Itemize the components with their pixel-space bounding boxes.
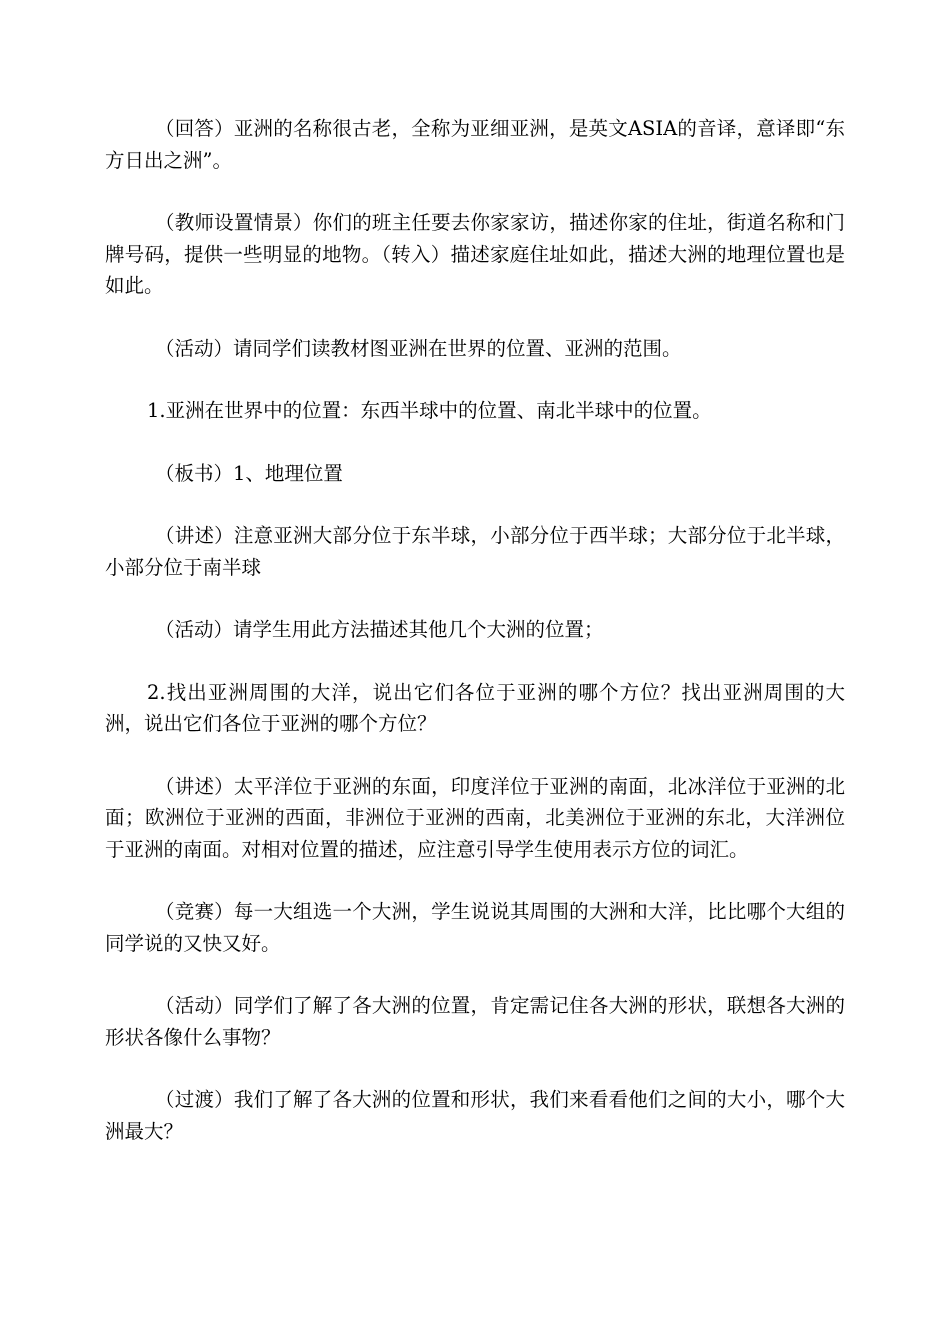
paragraph-board-note: （板书）1、地理位置: [155, 461, 343, 485]
paragraph-activity-shapes: （活动）同学们了解了各大洲的位置，肯定需记住各大洲的形状，联想各大洲的形状各像什么事物？: [105, 994, 845, 1049]
paragraph-transition-size: （过渡）我们了解了各大洲的位置和形状，我们来看看他们之间的大小，哪个大洲最大？: [105, 1088, 845, 1143]
paragraph-lecture-relative-positions: （讲述）太平洋位于亚洲的东面，印度洋位于亚洲的南面，北冰洋位于亚洲的北面；欧洲位于亚洲的西面，非洲位于亚洲的西南，北美洲位于亚洲的东北，大洋洲位于亚洲的南面。对相对位置的描述，应注意引导学生使用表示方位的词汇。: [105, 774, 845, 861]
paragraph-item-2-oceans: 2.找出亚洲周围的大洋，说出它们各位于亚洲的哪个方位？找出亚洲周围的大洲，说出它们各位于亚洲的哪个方位？: [105, 680, 845, 735]
paragraph-answer-asia-name: （回答）亚洲的名称很古老，全称为亚细亚洲，是英文ASIA的音译，意译即“东方日出之洲”。: [105, 117, 845, 172]
paragraph-competition: （竞赛）每一大组选一个大洲，学生说说其周围的大洲和大洋，比比哪个大组的同学说的又快又好。: [105, 900, 845, 955]
paragraph-activity-describe-continents: （活动）请学生用此方法描述其他几个大洲的位置；: [155, 618, 604, 641]
document-page: [105, 113, 845, 1178]
paragraph-teacher-scenario: （教师设置情景）你们的班主任要去你家家访，描述你家的住址，街道名称和门牌号码，提供一些明显的地物。（转入）描述家庭住址如此，描述大洲的地理位置也是如此。: [105, 211, 845, 297]
paragraph-item-1-position: 1.亚洲在世界中的位置：东西半球中的位置、南北半球中的位置。: [147, 399, 712, 422]
paragraph-activity-read-map: （活动）请同学们读教材图亚洲在世界的位置、亚洲的范围。: [155, 336, 682, 360]
paragraph-lecture-hemispheres: （讲述）注意亚洲大部分位于东半球，小部分位于西半球；大部分位于北半球，小部分位于南半球: [105, 524, 845, 579]
